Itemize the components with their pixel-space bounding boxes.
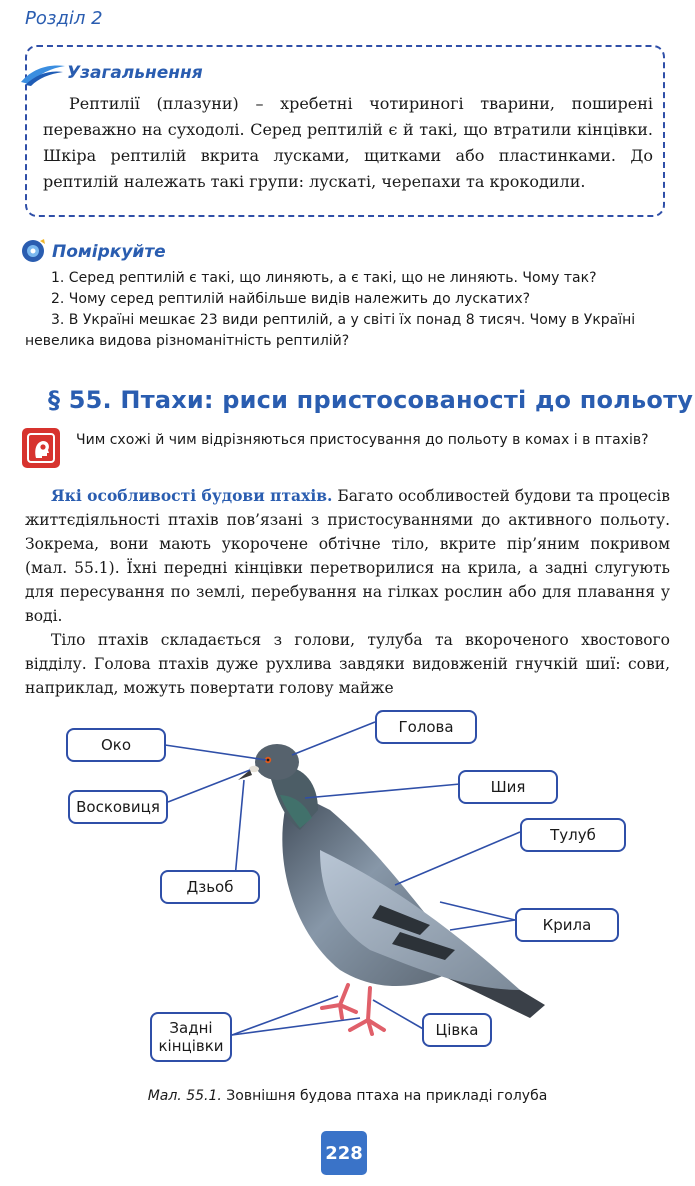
label-cere: Восковиця — [68, 790, 168, 824]
label-wings: Крила — [515, 908, 619, 942]
figure-caption — [0, 1088, 695, 1104]
body-paragraph — [25, 484, 670, 628]
paragraph-title: § 55. Птахи: риси пристосованості до польоту — [48, 386, 694, 414]
label-neck: Шия — [458, 770, 558, 804]
label-eye: Око — [66, 728, 166, 762]
head-shape — [255, 744, 299, 780]
body-paragraph: Тіло птахів складається з голови, тулуба та вкороченого хвостового відділу. Голова птахів дуже рухлива завдяки видовженій гнучкій шиї: сови, наприклад, можуть повертати голову майже — [25, 631, 670, 697]
section-label: Розділ 2 — [25, 8, 103, 29]
label-beak: Дзьоб — [160, 870, 260, 904]
swoosh-icon — [19, 60, 67, 86]
body-p1: Багато особливостей будови та процесів життєдіяльності птахів пов’язані з пристосуваннями до активного польоту. Зокрема, вони мають укорочене обтічне тіло, вкрите пір’яним покривом (мал. 55.1). Їхні передні кінцівки перетворилися на крила, а задні слугують для пересування по землі, перебування на гілках рослин або для плавання у воді. — [25, 487, 670, 625]
label-hind-limbs — [150, 1012, 232, 1062]
globe-gear-icon — [20, 238, 46, 264]
label-hind-limbs-line1: Задні — [169, 1019, 213, 1037]
body-lead: Які особливості будови птахів. — [51, 486, 333, 505]
label-hind-limbs-line2: кінцівки — [158, 1037, 224, 1055]
body-text — [25, 484, 670, 700]
think-item: 1. Серед рептилій є такі, що линяють, а є такі, що не линяють. Чому так? — [51, 270, 597, 286]
summary-text: Рептилії (плазуни) – хребетні чотириногі тварини, поширені переважно на суходолі. Серед рептилій є й такі, що втратили кінцівки. Шкіра рептилій вкрита лусками, щитками або пластинками. До рептилій належать такі групи: лускаті, черепахи та крокодили. — [43, 94, 653, 191]
pigeon-figure — [0, 700, 695, 1080]
label-head: Голова — [375, 710, 477, 744]
caption-number: Мал. 55.1. — [147, 1088, 222, 1104]
question-icon — [22, 428, 60, 468]
head-silhouette-icon — [22, 428, 60, 468]
think-item: 3. В Україні мешкає 23 види рептилій, а у світі їх понад 8 тисяч. Чому в Україні невелика видова різноманітність рептилій? — [25, 312, 636, 349]
leg-right — [322, 985, 356, 1018]
think-title: Поміркуйте — [52, 242, 166, 262]
summary-box — [25, 45, 665, 217]
page-number: 228 — [321, 1131, 367, 1175]
label-tarsus: Цівка — [422, 1013, 492, 1047]
question-text: Чим схожі й чим відрізняються пристосування до польоту в комах і в птахів? — [76, 432, 649, 448]
think-item: 2. Чому серед рептилій найбільше видів належить до лускатих? — [51, 291, 531, 307]
caption-text: Зовнішня будова птаха на прикладі голуба — [221, 1088, 548, 1104]
cere-shape — [249, 766, 259, 772]
label-body: Тулуб — [520, 818, 626, 852]
think-list — [25, 268, 670, 352]
summary-title: Узагальнення — [67, 63, 203, 83]
